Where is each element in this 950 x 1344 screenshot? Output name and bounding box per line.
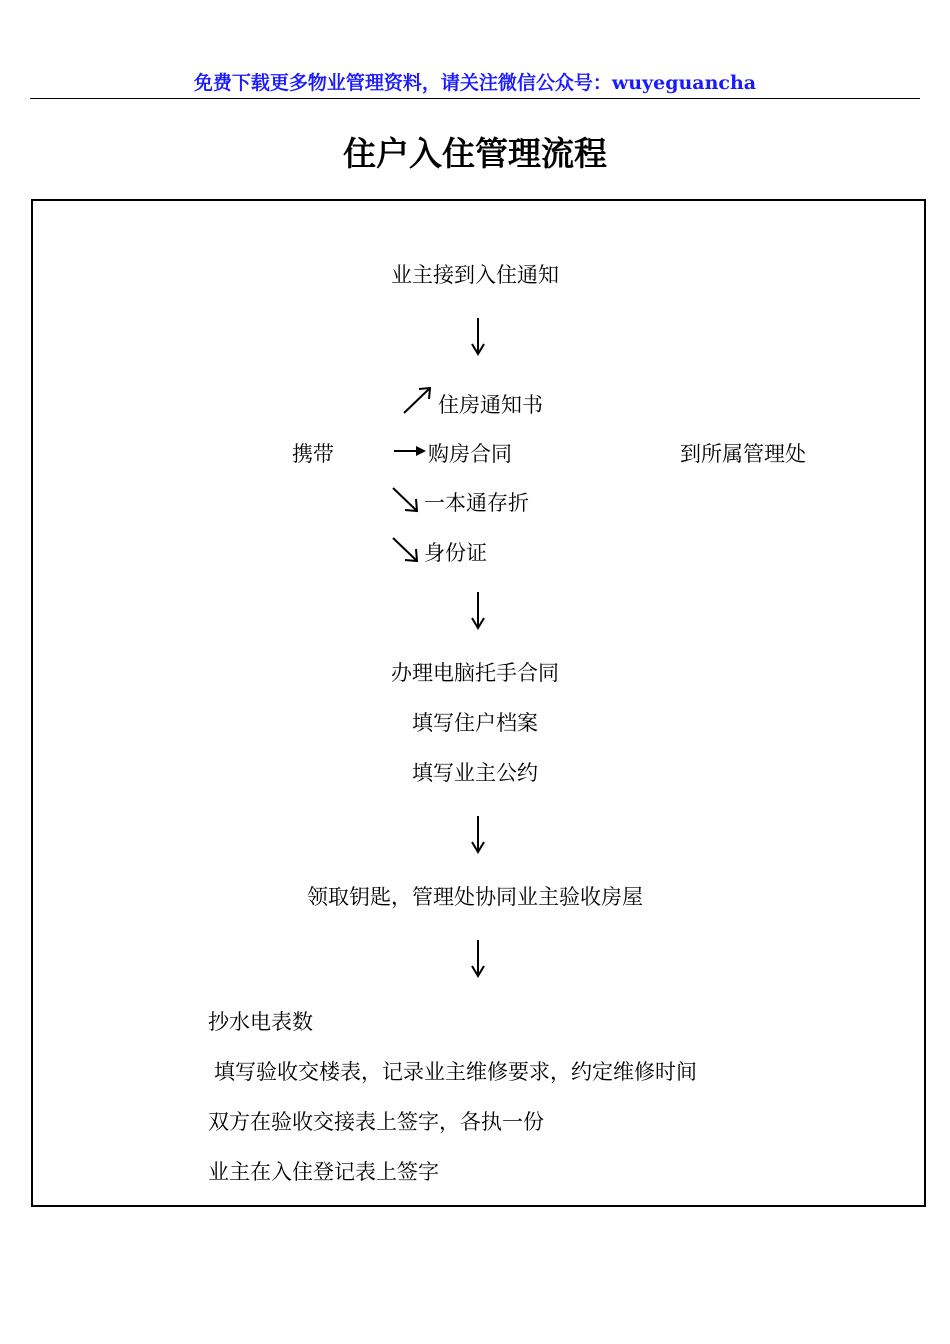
carry-item-purchase-contract: 购房合同 <box>428 442 512 466</box>
step-owner-covenant: 填写业主公约 <box>412 761 538 785</box>
carry-item-passbook: 一本通存折 <box>424 491 529 515</box>
down-arrow-icon <box>468 592 488 630</box>
carry-item-id-card: 身份证 <box>424 541 487 565</box>
down-right-arrow-icon <box>391 486 421 514</box>
carry-item-housing-notice: 住房通知书 <box>438 393 543 417</box>
page-title: 住户入住管理流程 <box>343 134 607 173</box>
down-arrow-icon <box>468 816 488 854</box>
down-right-arrow-icon <box>391 536 421 564</box>
header-notice: 免费下载更多物业管理资料，请关注微信公众号：wuyeguancha <box>193 72 757 94</box>
step-computer-contract: 办理电脑托手合同 <box>391 661 559 685</box>
step-both-sign: 双方在验收交接表上签字，各执一份 <box>208 1110 544 1134</box>
step-read-meters: 抄水电表数 <box>208 1010 313 1034</box>
down-arrow-icon <box>468 318 488 356</box>
carry-destination: 到所属管理处 <box>680 442 806 466</box>
step-fill-inspection-form: 填写验收交楼表，记录业主维修要求，约定维修时间 <box>214 1060 697 1084</box>
up-right-arrow-icon <box>402 386 434 416</box>
step-owner-register-sign: 业主在入住登记表上签字 <box>208 1160 439 1184</box>
carry-label: 携带 <box>292 442 334 466</box>
right-arrow-icon <box>392 443 428 459</box>
step-resident-file: 填写住户档案 <box>412 711 538 735</box>
step-receive-notice: 业主接到入住通知 <box>391 263 559 287</box>
header-divider <box>30 98 920 99</box>
step-receive-keys: 领取钥匙，管理处协同业主验收房屋 <box>307 885 643 909</box>
down-arrow-icon <box>468 940 488 978</box>
